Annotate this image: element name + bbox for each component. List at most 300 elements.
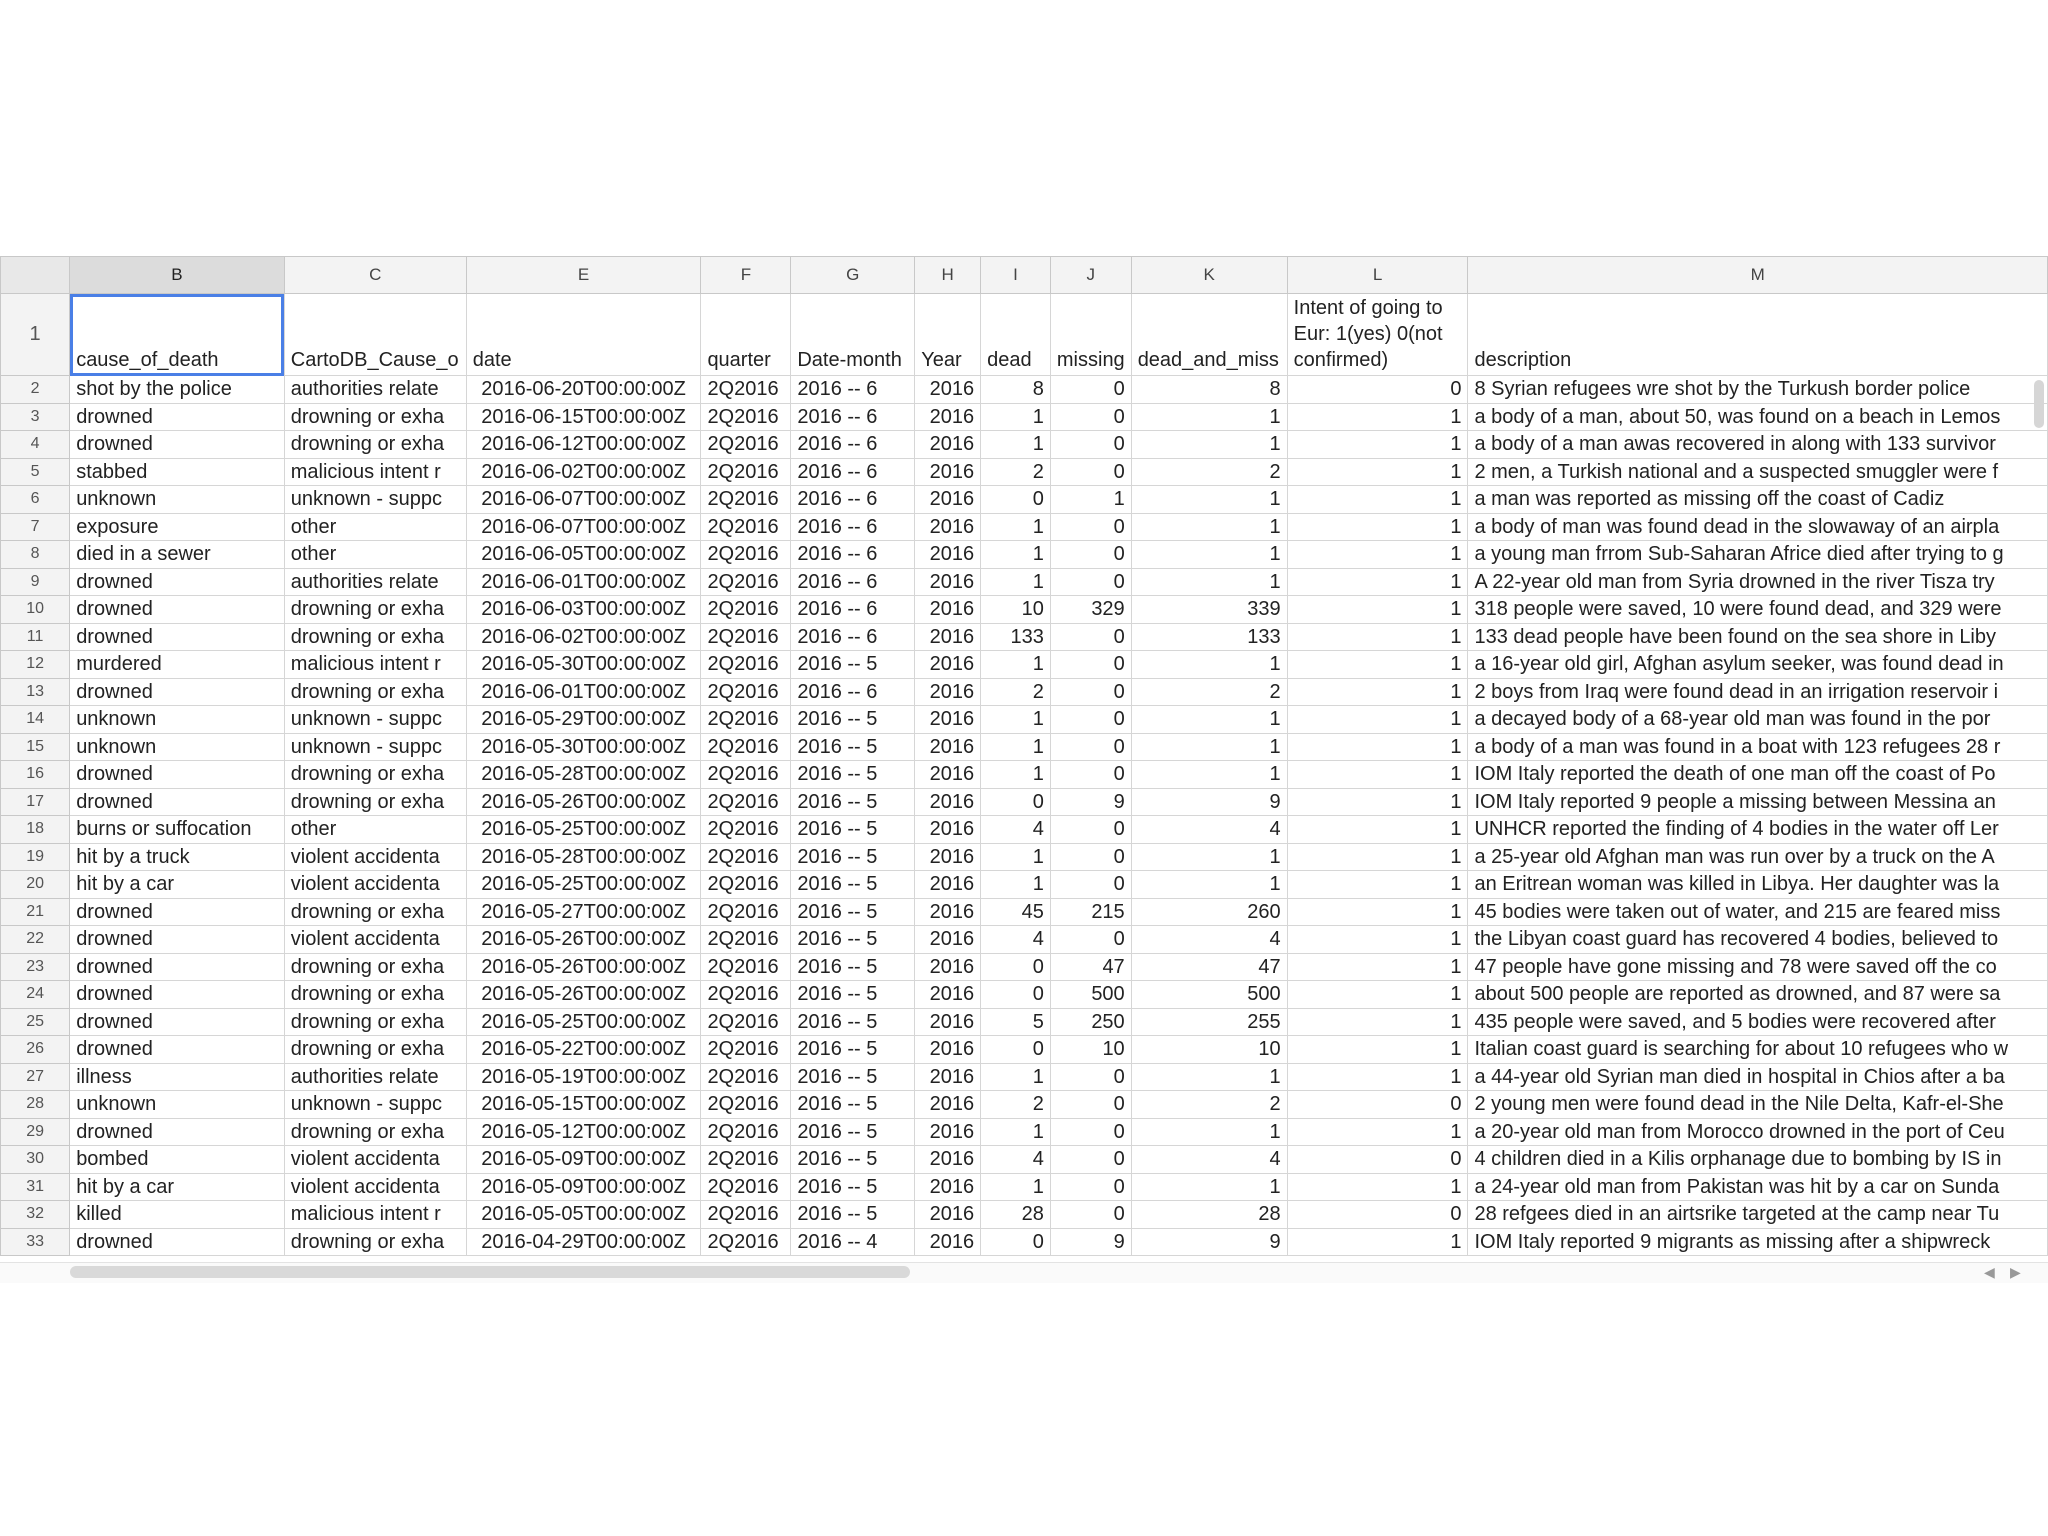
vertical-scrollbar-thumb[interactable] [2034,380,2044,428]
cell-cartodb-cause[interactable]: drowning or exha [284,953,466,981]
cell-dead-and-missing[interactable]: 1 [1131,871,1287,899]
cell-description[interactable]: a body of a man was found in a boat with 123 refugees 28 r [1468,733,2048,761]
cell-date-month[interactable]: 2016 -- 5 [791,1173,915,1201]
row-number[interactable]: 8 [1,541,70,569]
cell-year[interactable]: 2016 [915,1008,981,1036]
cell-cause-of-death[interactable]: stabbed [70,458,285,486]
row-number[interactable]: 10 [1,596,70,624]
cell-date-month[interactable]: 2016 -- 5 [791,843,915,871]
cell-year[interactable]: 2016 [915,981,981,1009]
cell-year[interactable]: 2016 [915,843,981,871]
column-header-j[interactable]: J [1050,257,1131,294]
cell-date-month[interactable]: 2016 -- 6 [791,458,915,486]
cell-dead[interactable]: 1 [981,1063,1051,1091]
row-number[interactable]: 17 [1,788,70,816]
cell-missing[interactable]: 0 [1050,816,1131,844]
cell-dead[interactable]: 1 [981,761,1051,789]
cell-dead-and-missing[interactable]: 1 [1131,1063,1287,1091]
cell-date[interactable]: 2016-06-03T00:00:00Z [466,596,701,624]
cell-intent[interactable]: 1 [1287,596,1468,624]
header-cell-dead-and-missing[interactable]: dead_and_miss [1131,294,1287,376]
cell-intent[interactable]: 1 [1287,1173,1468,1201]
cell-cartodb-cause[interactable]: unknown - suppc [284,486,466,514]
header-cell-description[interactable]: description [1468,294,2048,376]
cell-date[interactable]: 2016-05-22T00:00:00Z [466,1036,701,1064]
cell-year[interactable]: 2016 [915,568,981,596]
cell-intent[interactable]: 1 [1287,871,1468,899]
cell-cartodb-cause[interactable]: drowning or exha [284,788,466,816]
cell-date-month[interactable]: 2016 -- 5 [791,651,915,679]
cell-cause-of-death[interactable]: bombed [70,1146,285,1174]
cell-date[interactable]: 2016-05-28T00:00:00Z [466,843,701,871]
cell-cartodb-cause[interactable]: other [284,513,466,541]
cell-date[interactable]: 2016-06-02T00:00:00Z [466,623,701,651]
cell-dead-and-missing[interactable]: 2 [1131,678,1287,706]
cell-date[interactable]: 2016-04-29T00:00:00Z [466,1228,701,1256]
row-number[interactable]: 11 [1,623,70,651]
row-number[interactable]: 30 [1,1146,70,1174]
cell-quarter[interactable]: 2Q2016 [701,1146,791,1174]
cell-date[interactable]: 2016-05-29T00:00:00Z [466,706,701,734]
cell-year[interactable]: 2016 [915,1201,981,1229]
cell-cause-of-death[interactable]: drowned [70,761,285,789]
cell-intent[interactable]: 0 [1287,1201,1468,1229]
cell-cause-of-death[interactable]: drowned [70,1036,285,1064]
cell-date[interactable]: 2016-05-15T00:00:00Z [466,1091,701,1119]
cell-cause-of-death[interactable]: drowned [70,596,285,624]
cell-quarter[interactable]: 2Q2016 [701,761,791,789]
cell-date-month[interactable]: 2016 -- 6 [791,486,915,514]
cell-date-month[interactable]: 2016 -- 5 [791,926,915,954]
cell-quarter[interactable]: 2Q2016 [701,1228,791,1256]
header-cell-cartodb-cause[interactable]: CartoDB_Cause_o [284,294,466,376]
cell-year[interactable]: 2016 [915,1228,981,1256]
cell-cause-of-death[interactable]: drowned [70,926,285,954]
cell-dead-and-missing[interactable]: 1 [1131,486,1287,514]
cell-intent[interactable]: 0 [1287,1091,1468,1119]
select-all-corner[interactable] [1,257,70,294]
cell-intent[interactable]: 1 [1287,788,1468,816]
cell-cause-of-death[interactable]: hit by a truck [70,843,285,871]
cell-dead-and-missing[interactable]: 1 [1131,403,1287,431]
cell-dead-and-missing[interactable]: 4 [1131,1146,1287,1174]
cell-cause-of-death[interactable]: exposure [70,513,285,541]
cell-cause-of-death[interactable]: drowned [70,1118,285,1146]
cell-date[interactable]: 2016-06-12T00:00:00Z [466,431,701,459]
cell-description[interactable]: a decayed body of a 68-year old man was found in the por [1468,706,2048,734]
cell-quarter[interactable]: 2Q2016 [701,733,791,761]
cell-missing[interactable]: 0 [1050,1118,1131,1146]
row-number[interactable]: 26 [1,1036,70,1064]
cell-description[interactable]: 8 Syrian refugees wre shot by the Turkush border police [1468,376,2048,404]
cell-year[interactable]: 2016 [915,761,981,789]
cell-dead[interactable]: 5 [981,1008,1051,1036]
row-number[interactable]: 2 [1,376,70,404]
cell-description[interactable]: IOM Italy reported 9 migrants as missing after a shipwreck [1468,1228,2048,1256]
row-number[interactable]: 7 [1,513,70,541]
cell-quarter[interactable]: 2Q2016 [701,568,791,596]
cell-dead-and-missing[interactable]: 4 [1131,926,1287,954]
cell-intent[interactable]: 1 [1287,513,1468,541]
header-cell-missing[interactable]: missing [1050,294,1131,376]
cell-dead[interactable]: 0 [981,981,1051,1009]
cell-dead-and-missing[interactable]: 339 [1131,596,1287,624]
cell-missing[interactable]: 0 [1050,761,1131,789]
cell-description[interactable]: a body of a man awas recovered in along with 133 survivor [1468,431,2048,459]
cell-cause-of-death[interactable]: drowned [70,568,285,596]
cell-dead-and-missing[interactable]: 1 [1131,513,1287,541]
cell-cause-of-death[interactable]: drowned [70,431,285,459]
row-number[interactable]: 29 [1,1118,70,1146]
cell-dead-and-missing[interactable]: 9 [1131,1228,1287,1256]
cell-dead[interactable]: 1 [981,403,1051,431]
cell-cartodb-cause[interactable]: authorities relate [284,376,466,404]
cell-intent[interactable]: 1 [1287,623,1468,651]
cell-dead[interactable]: 1 [981,568,1051,596]
cell-intent[interactable]: 1 [1287,1008,1468,1036]
cell-year[interactable]: 2016 [915,953,981,981]
cell-dead-and-missing[interactable]: 1 [1131,431,1287,459]
cell-description[interactable]: 47 people have gone missing and 78 were saved off the co [1468,953,2048,981]
cell-quarter[interactable]: 2Q2016 [701,871,791,899]
column-header-k[interactable]: K [1131,257,1287,294]
cell-missing[interactable]: 9 [1050,788,1131,816]
cell-date-month[interactable]: 2016 -- 6 [791,376,915,404]
cell-dead-and-missing[interactable]: 10 [1131,1036,1287,1064]
cell-dead[interactable]: 4 [981,1146,1051,1174]
cell-intent[interactable]: 1 [1287,1063,1468,1091]
cell-dead[interactable]: 2 [981,678,1051,706]
cell-cause-of-death[interactable]: drowned [70,623,285,651]
cell-year[interactable]: 2016 [915,816,981,844]
column-header-m[interactable]: M [1468,257,2048,294]
cell-dead[interactable]: 1 [981,1173,1051,1201]
cell-date[interactable]: 2016-06-02T00:00:00Z [466,458,701,486]
cell-quarter[interactable]: 2Q2016 [701,816,791,844]
cell-date[interactable]: 2016-05-19T00:00:00Z [466,1063,701,1091]
cell-cause-of-death[interactable]: drowned [70,953,285,981]
cell-year[interactable]: 2016 [915,898,981,926]
cell-date-month[interactable]: 2016 -- 5 [791,1008,915,1036]
column-header-l[interactable]: L [1287,257,1468,294]
cell-cartodb-cause[interactable]: unknown - suppc [284,1091,466,1119]
cell-cause-of-death[interactable]: illness [70,1063,285,1091]
cell-quarter[interactable]: 2Q2016 [701,1201,791,1229]
cell-cause-of-death[interactable]: unknown [70,733,285,761]
cell-description[interactable]: a man was reported as missing off the coast of Cadiz [1468,486,2048,514]
cell-date-month[interactable]: 2016 -- 5 [791,761,915,789]
cell-quarter[interactable]: 2Q2016 [701,926,791,954]
row-number[interactable]: 33 [1,1228,70,1256]
header-cell-dead[interactable]: dead [981,294,1051,376]
cell-dead[interactable]: 1 [981,843,1051,871]
cell-missing[interactable]: 0 [1050,706,1131,734]
cell-quarter[interactable]: 2Q2016 [701,1036,791,1064]
cell-year[interactable]: 2016 [915,1063,981,1091]
cell-intent[interactable]: 1 [1287,403,1468,431]
data-table[interactable] [0,256,2048,1256]
cell-missing[interactable]: 0 [1050,871,1131,899]
cell-cartodb-cause[interactable]: unknown - suppc [284,733,466,761]
row-number[interactable]: 15 [1,733,70,761]
cell-dead[interactable]: 28 [981,1201,1051,1229]
cell-date-month[interactable]: 2016 -- 6 [791,431,915,459]
cell-cartodb-cause[interactable]: drowning or exha [284,623,466,651]
cell-cartodb-cause[interactable]: malicious intent r [284,458,466,486]
cell-quarter[interactable]: 2Q2016 [701,541,791,569]
cell-date-month[interactable]: 2016 -- 6 [791,541,915,569]
cell-missing[interactable]: 0 [1050,541,1131,569]
cell-year[interactable]: 2016 [915,623,981,651]
cell-year[interactable]: 2016 [915,871,981,899]
cell-cartodb-cause[interactable]: violent accidenta [284,926,466,954]
cell-missing[interactable]: 0 [1050,458,1131,486]
cell-cartodb-cause[interactable]: other [284,541,466,569]
cell-date-month[interactable]: 2016 -- 6 [791,568,915,596]
cell-cause-of-death[interactable]: killed [70,1201,285,1229]
cell-year[interactable]: 2016 [915,541,981,569]
row-number[interactable]: 31 [1,1173,70,1201]
cell-quarter[interactable]: 2Q2016 [701,376,791,404]
cell-date[interactable]: 2016-05-28T00:00:00Z [466,761,701,789]
cell-dead[interactable]: 1 [981,733,1051,761]
cell-missing[interactable]: 10 [1050,1036,1131,1064]
cell-dead-and-missing[interactable]: 500 [1131,981,1287,1009]
cell-year[interactable]: 2016 [915,733,981,761]
scroll-left-icon[interactable]: ◀ [1984,1264,1995,1280]
cell-date-month[interactable]: 2016 -- 6 [791,403,915,431]
cell-date-month[interactable]: 2016 -- 6 [791,678,915,706]
cell-year[interactable]: 2016 [915,678,981,706]
row-number[interactable]: 20 [1,871,70,899]
cell-quarter[interactable]: 2Q2016 [701,1118,791,1146]
row-number[interactable]: 14 [1,706,70,734]
cell-date-month[interactable]: 2016 -- 5 [791,816,915,844]
cell-description[interactable]: 133 dead people have been found on the sea shore in Liby [1468,623,2048,651]
cell-date[interactable]: 2016-05-26T00:00:00Z [466,953,701,981]
cell-description[interactable]: an Eritrean woman was killed in Libya. Her daughter was la [1468,871,2048,899]
cell-intent[interactable]: 1 [1287,706,1468,734]
cell-cartodb-cause[interactable]: drowning or exha [284,898,466,926]
cell-description[interactable]: IOM Italy reported 9 people a missing between Messina an [1468,788,2048,816]
cell-description[interactable]: a young man frrom Sub-Saharan Africe died after trying to g [1468,541,2048,569]
cell-missing[interactable]: 0 [1050,651,1131,679]
cell-dead-and-missing[interactable]: 4 [1131,816,1287,844]
cell-intent[interactable]: 1 [1287,431,1468,459]
cell-date[interactable]: 2016-05-30T00:00:00Z [466,733,701,761]
cell-date[interactable]: 2016-05-25T00:00:00Z [466,816,701,844]
cell-cause-of-death[interactable]: drowned [70,981,285,1009]
column-header-g[interactable]: G [791,257,915,294]
cell-quarter[interactable]: 2Q2016 [701,706,791,734]
cell-dead[interactable]: 1 [981,706,1051,734]
cell-year[interactable]: 2016 [915,486,981,514]
cell-cartodb-cause[interactable]: drowning or exha [284,1008,466,1036]
cell-missing[interactable]: 1 [1050,486,1131,514]
cell-quarter[interactable]: 2Q2016 [701,898,791,926]
cell-description[interactable]: 28 refgees died in an airtsrike targeted at the camp near Tu [1468,1201,2048,1229]
cell-description[interactable]: 2 men, a Turkish national and a suspected smuggler were f [1468,458,2048,486]
cell-date-month[interactable]: 2016 -- 5 [791,871,915,899]
cell-date-month[interactable]: 2016 -- 6 [791,596,915,624]
cell-quarter[interactable]: 2Q2016 [701,1063,791,1091]
cell-date-month[interactable]: 2016 -- 5 [791,706,915,734]
cell-date[interactable]: 2016-05-25T00:00:00Z [466,1008,701,1036]
cell-dead[interactable]: 0 [981,788,1051,816]
cell-cartodb-cause[interactable]: authorities relate [284,1063,466,1091]
column-header-e[interactable]: E [466,257,701,294]
cell-year[interactable]: 2016 [915,596,981,624]
cell-year[interactable]: 2016 [915,403,981,431]
cell-cartodb-cause[interactable]: drowning or exha [284,678,466,706]
cell-year[interactable]: 2016 [915,1118,981,1146]
cell-cartodb-cause[interactable]: drowning or exha [284,596,466,624]
cell-date-month[interactable]: 2016 -- 5 [791,953,915,981]
row-number[interactable]: 1 [1,294,70,376]
cell-date[interactable]: 2016-05-27T00:00:00Z [466,898,701,926]
column-header-c[interactable]: C [284,257,466,294]
cell-description[interactable]: A 22-year old man from Syria drowned in the river Tisza try [1468,568,2048,596]
cell-dead[interactable]: 1 [981,541,1051,569]
cell-dead-and-missing[interactable]: 1 [1131,843,1287,871]
cell-date[interactable]: 2016-06-15T00:00:00Z [466,403,701,431]
cell-quarter[interactable]: 2Q2016 [701,486,791,514]
cell-missing[interactable]: 0 [1050,733,1131,761]
cell-dead-and-missing[interactable]: 47 [1131,953,1287,981]
cell-date[interactable]: 2016-06-05T00:00:00Z [466,541,701,569]
cell-date[interactable]: 2016-05-12T00:00:00Z [466,1118,701,1146]
cell-year[interactable]: 2016 [915,788,981,816]
cell-quarter[interactable]: 2Q2016 [701,431,791,459]
cell-missing[interactable]: 9 [1050,1228,1131,1256]
cell-dead[interactable]: 4 [981,926,1051,954]
column-header-i[interactable]: I [981,257,1051,294]
cell-description[interactable]: IOM Italy reported the death of one man off the coast of Po [1468,761,2048,789]
row-number[interactable]: 4 [1,431,70,459]
cell-date-month[interactable]: 2016 -- 5 [791,1063,915,1091]
cell-description[interactable]: Italian coast guard is searching for about 10 refugees who w [1468,1036,2048,1064]
cell-quarter[interactable]: 2Q2016 [701,596,791,624]
row-number[interactable]: 12 [1,651,70,679]
cell-date-month[interactable]: 2016 -- 6 [791,623,915,651]
cell-cause-of-death[interactable]: drowned [70,1008,285,1036]
cell-dead-and-missing[interactable]: 1 [1131,568,1287,596]
cell-missing[interactable]: 500 [1050,981,1131,1009]
cell-quarter[interactable]: 2Q2016 [701,513,791,541]
cell-cause-of-death[interactable]: drowned [70,678,285,706]
row-number[interactable]: 28 [1,1091,70,1119]
cell-missing[interactable]: 0 [1050,678,1131,706]
cell-cause-of-death[interactable]: drowned [70,898,285,926]
cell-cartodb-cause[interactable]: drowning or exha [284,431,466,459]
cell-description[interactable]: UNHCR reported the finding of 4 bodies in the water off Ler [1468,816,2048,844]
cell-description[interactable]: 318 people were saved, 10 were found dead, and 329 were [1468,596,2048,624]
column-header-b[interactable]: B [70,257,285,294]
cell-date-month[interactable]: 2016 -- 5 [791,1146,915,1174]
cell-quarter[interactable]: 2Q2016 [701,953,791,981]
cell-dead-and-missing[interactable]: 2 [1131,1091,1287,1119]
cell-dead[interactable]: 2 [981,1091,1051,1119]
column-header-h[interactable]: H [915,257,981,294]
cell-date[interactable]: 2016-05-26T00:00:00Z [466,788,701,816]
cell-intent[interactable]: 1 [1287,486,1468,514]
cell-description[interactable]: a 20-year old man from Morocco drowned in the port of Ceu [1468,1118,2048,1146]
row-number[interactable]: 23 [1,953,70,981]
cell-dead-and-missing[interactable]: 2 [1131,458,1287,486]
row-number[interactable]: 22 [1,926,70,954]
header-cell-date-month[interactable]: Date-month [791,294,915,376]
cell-dead[interactable]: 45 [981,898,1051,926]
cell-dead[interactable]: 1 [981,513,1051,541]
cell-cartodb-cause[interactable]: violent accidenta [284,843,466,871]
header-cell-cause-of-death[interactable]: cause_of_death [70,294,285,376]
cell-dead[interactable]: 2 [981,458,1051,486]
cell-intent[interactable]: 1 [1287,843,1468,871]
cell-dead[interactable]: 133 [981,623,1051,651]
cell-dead[interactable]: 4 [981,816,1051,844]
header-cell-quarter[interactable]: quarter [701,294,791,376]
cell-description[interactable]: a 24-year old man from Pakistan was hit by a car on Sunda [1468,1173,2048,1201]
cell-intent[interactable]: 1 [1287,953,1468,981]
cell-cause-of-death[interactable]: drowned [70,403,285,431]
cell-cartodb-cause[interactable]: drowning or exha [284,403,466,431]
row-number[interactable]: 13 [1,678,70,706]
header-cell-intent[interactable]: Intent of going to Eur: 1(yes) 0(not confirmed) [1287,294,1468,376]
cell-date[interactable]: 2016-05-30T00:00:00Z [466,651,701,679]
cell-year[interactable]: 2016 [915,706,981,734]
cell-cause-of-death[interactable]: shot by the police [70,376,285,404]
cell-description[interactable]: a body of a man, about 50, was found on a beach in Lemos [1468,403,2048,431]
cell-dead[interactable]: 0 [981,1036,1051,1064]
cell-cause-of-death[interactable]: drowned [70,1228,285,1256]
cell-cartodb-cause[interactable]: violent accidenta [284,1146,466,1174]
cell-date-month[interactable]: 2016 -- 5 [791,788,915,816]
row-number[interactable]: 16 [1,761,70,789]
cell-date-month[interactable]: 2016 -- 5 [791,981,915,1009]
cell-missing[interactable]: 0 [1050,1146,1131,1174]
scroll-right-icon[interactable]: ▶ [2010,1264,2021,1280]
cell-cartodb-cause[interactable]: drowning or exha [284,761,466,789]
cell-missing[interactable]: 0 [1050,623,1131,651]
cell-quarter[interactable]: 2Q2016 [701,623,791,651]
cell-description[interactable]: a 16-year old girl, Afghan asylum seeker, was found dead in [1468,651,2048,679]
cell-date[interactable]: 2016-05-09T00:00:00Z [466,1173,701,1201]
cell-missing[interactable]: 47 [1050,953,1131,981]
cell-cartodb-cause[interactable]: drowning or exha [284,1118,466,1146]
cell-date[interactable]: 2016-05-05T00:00:00Z [466,1201,701,1229]
cell-intent[interactable]: 1 [1287,651,1468,679]
cell-quarter[interactable]: 2Q2016 [701,1091,791,1119]
cell-date[interactable]: 2016-05-25T00:00:00Z [466,871,701,899]
cell-intent[interactable]: 1 [1287,1228,1468,1256]
cell-year[interactable]: 2016 [915,1173,981,1201]
cell-dead[interactable]: 1 [981,651,1051,679]
cell-intent[interactable]: 1 [1287,458,1468,486]
cell-year[interactable]: 2016 [915,376,981,404]
cell-date[interactable]: 2016-05-26T00:00:00Z [466,981,701,1009]
cell-missing[interactable]: 0 [1050,1091,1131,1119]
cell-cause-of-death[interactable]: burns or suffocation [70,816,285,844]
cell-cause-of-death[interactable]: murdered [70,651,285,679]
cell-cause-of-death[interactable]: drowned [70,788,285,816]
cell-dead-and-missing[interactable]: 260 [1131,898,1287,926]
cell-cause-of-death[interactable]: hit by a car [70,1173,285,1201]
header-cell-date[interactable]: date [466,294,701,376]
cell-description[interactable]: 2 young men were found dead in the Nile Delta, Kafr-el-She [1468,1091,2048,1119]
cell-year[interactable]: 2016 [915,513,981,541]
cell-date[interactable]: 2016-06-20T00:00:00Z [466,376,701,404]
cell-intent[interactable]: 1 [1287,678,1468,706]
